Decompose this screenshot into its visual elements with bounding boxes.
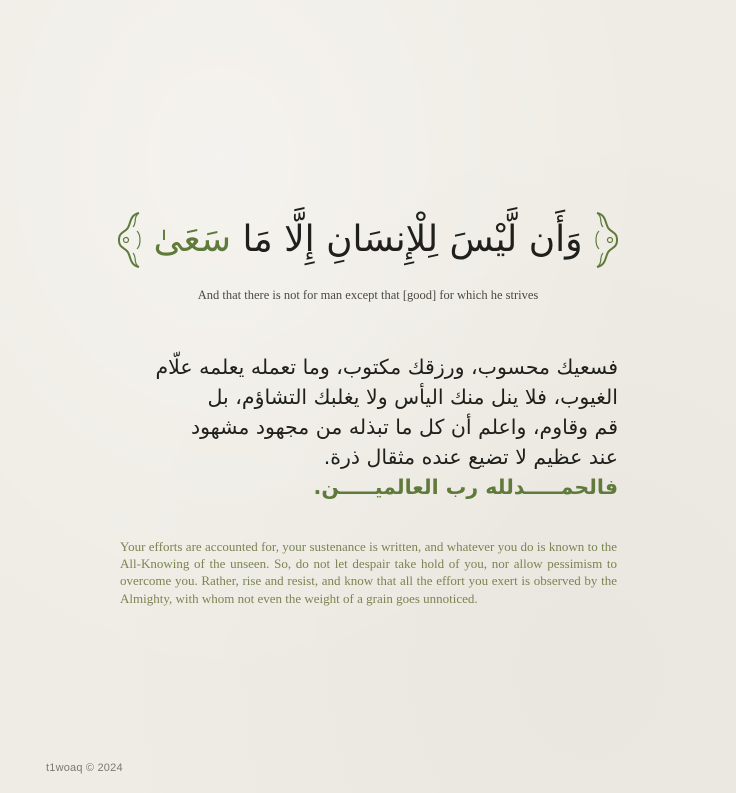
arabic-line: عند عظيم لا تضيع عنده مثقال ذرة. xyxy=(323,445,618,469)
verse-accent-word: سَعَىٰ xyxy=(153,219,231,260)
quran-verse xyxy=(153,219,583,260)
arabic-line: فسعيك محسوب، ورزقك مكتوب، وما تعمله يعلمه علّام xyxy=(155,355,618,379)
verse-translation: And that there is not for man except that [good] for which he strives xyxy=(197,288,539,302)
arabic-line: الغيوب، فلا ينل منك اليأس ولا يغلبك التشاؤم، بل xyxy=(207,385,618,409)
english-reflection: Your efforts are accounted for, your sustenance is written, and whatever you do is known to the All-Knowing of the unseen. So, do not let despair take hold of you, nor allow pessimism to overcome you. Rather, rise and resist, and know that all the effort you exert is observed by the Almighty, with whom not even the weight of a grain goes unnoticed. xyxy=(120,539,617,606)
arabic-reflection xyxy=(118,352,618,502)
copyright-credit: t1woaq © 2024 xyxy=(46,762,123,774)
verse-heading xyxy=(120,205,616,275)
arabic-line: قم وقاوم، واعلم أن كل ما تبذله من مجهود مشهود xyxy=(190,415,618,439)
ornamental-bracket-left-icon xyxy=(117,209,145,271)
verse-main-text: وَأَن لَّيْسَ لِلْإِنسَانِ إِلَّا مَا xyxy=(231,219,583,260)
arabic-closing-line: فالحمـــــدلله رب العالميـــــن. xyxy=(313,475,618,499)
ornamental-bracket-right-icon xyxy=(591,209,619,271)
